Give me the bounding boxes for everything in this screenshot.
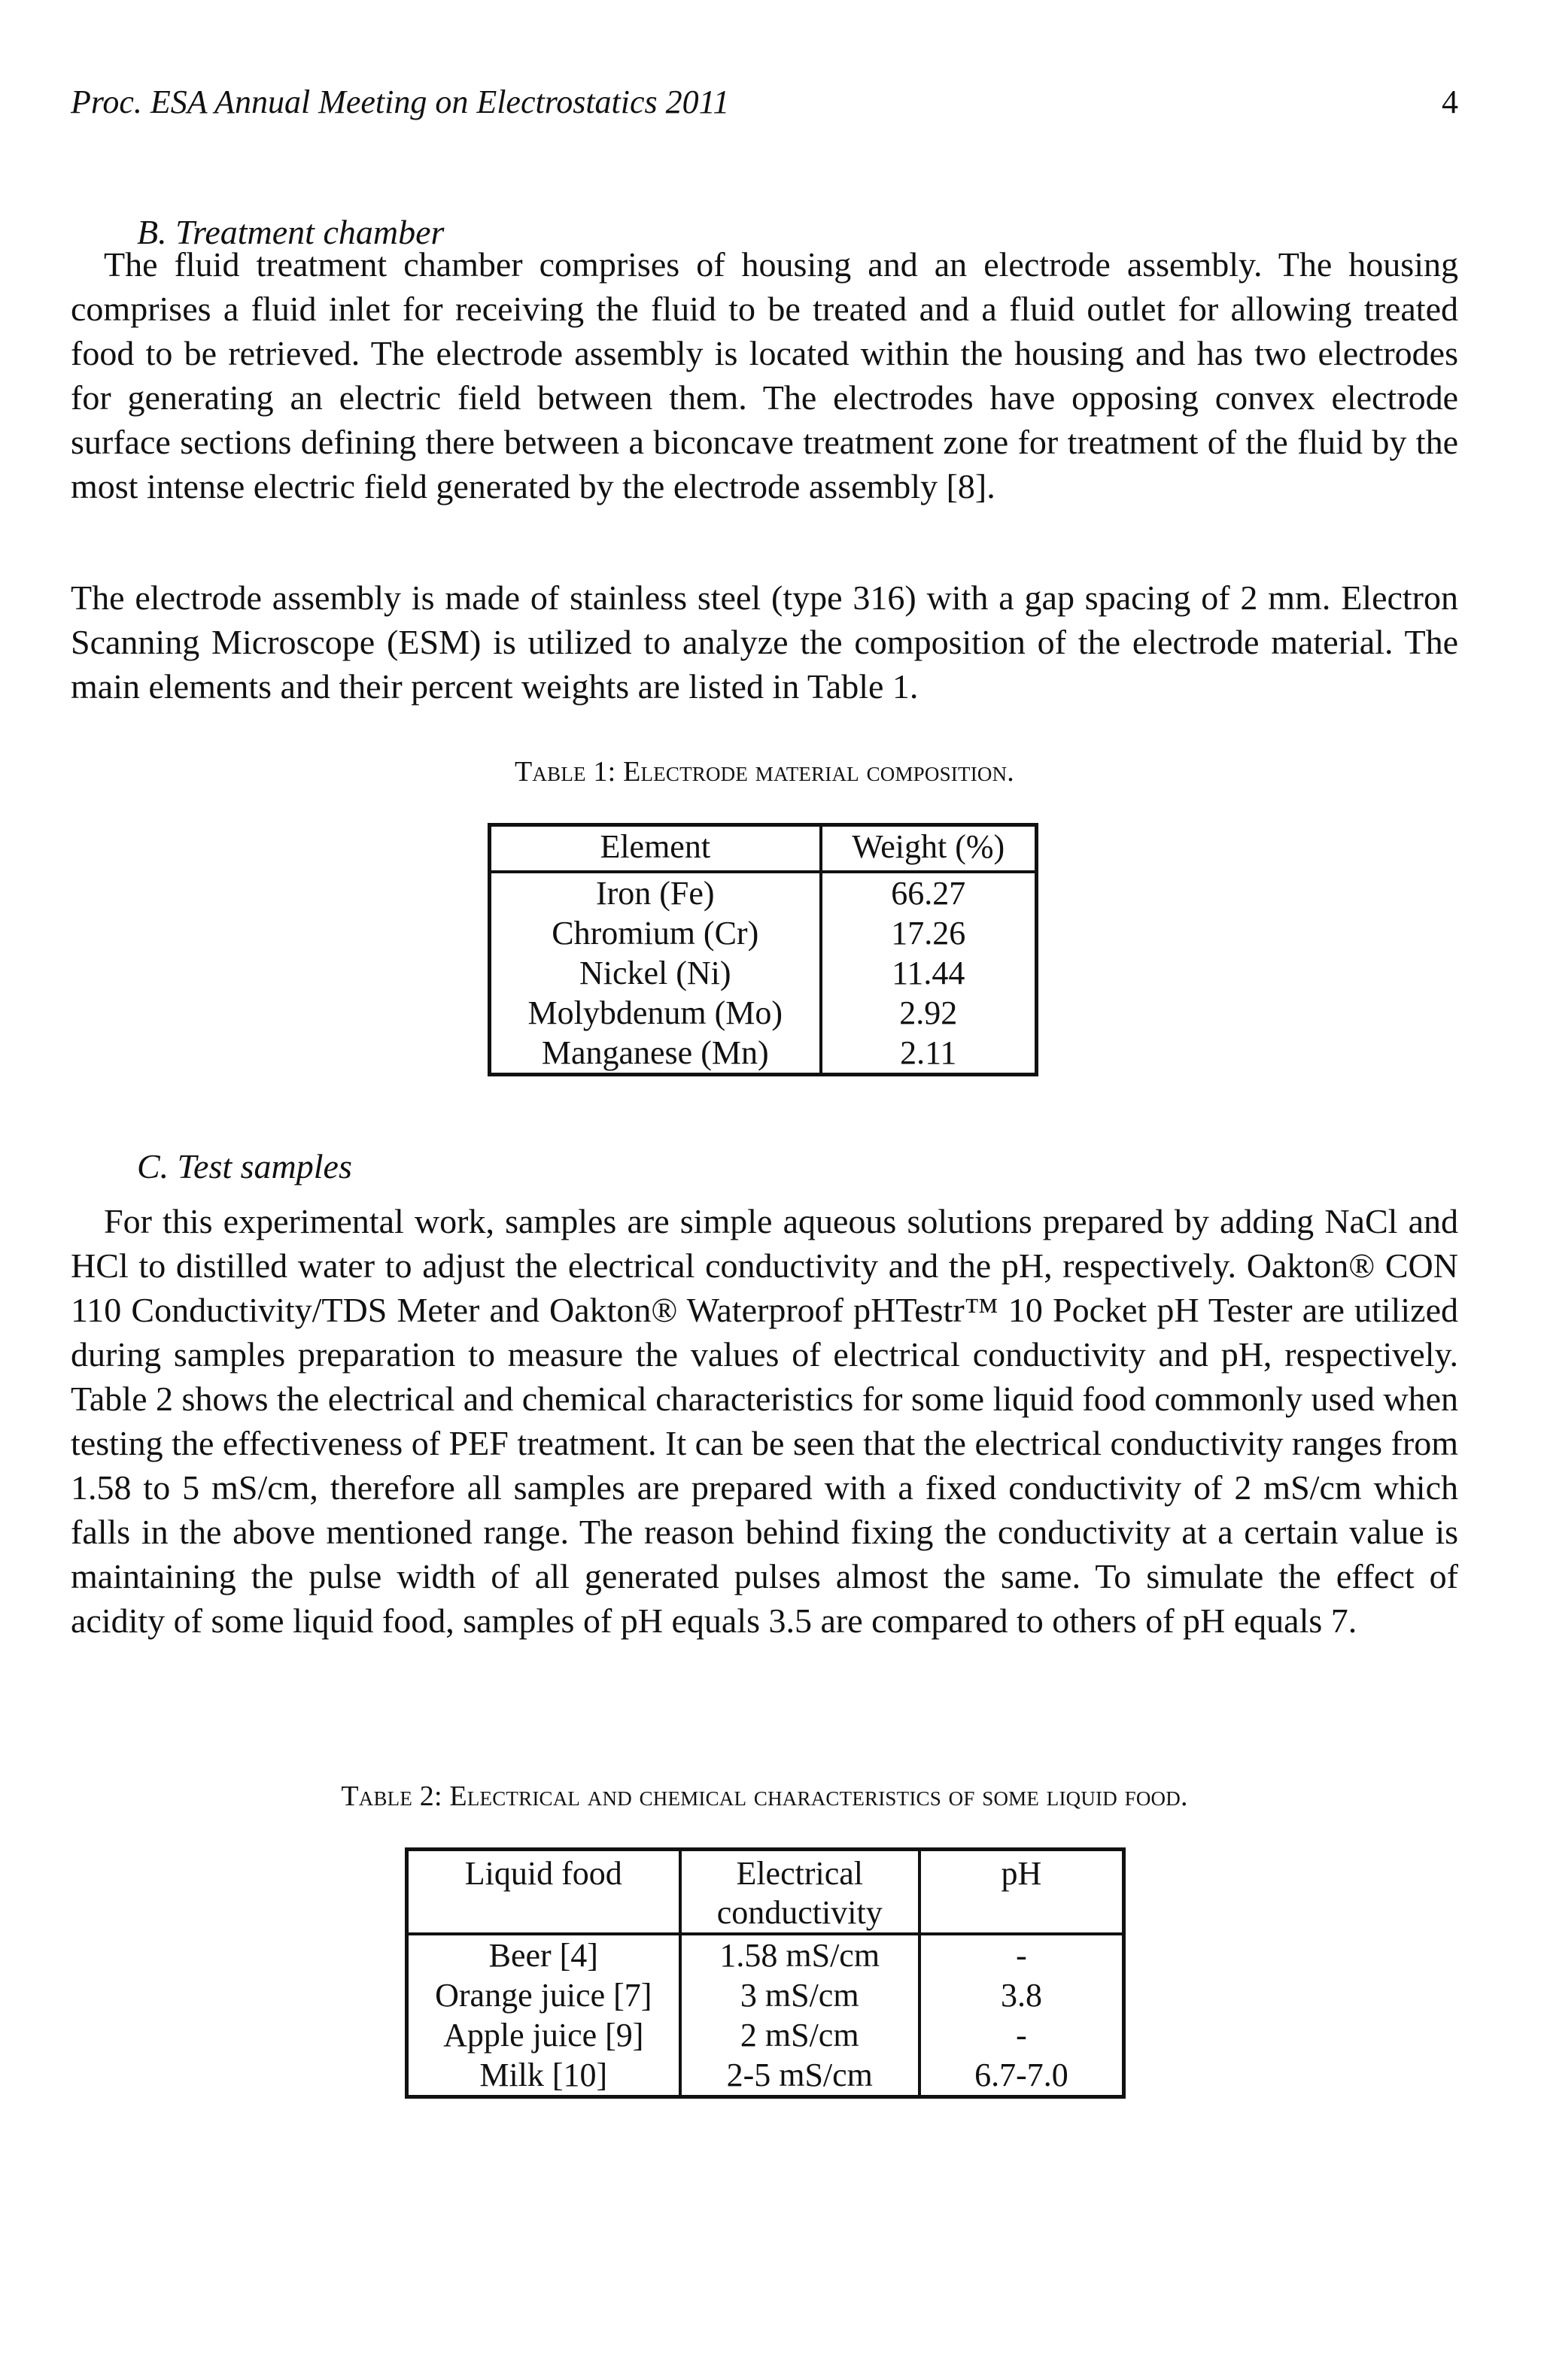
table1-header-element: Element xyxy=(490,825,821,873)
section-heading-treatment-chamber: B. Treatment chamber xyxy=(137,213,445,251)
table1-header-weight: Weight (%) xyxy=(821,825,1037,873)
table1-cell-element: Nickel (Ni) xyxy=(579,955,731,991)
table2-cell-conductivity: 1.58 mS/cm xyxy=(680,1934,919,1975)
table1-cell-element: Manganese (Mn) xyxy=(541,1034,769,1071)
table1-cell-element: Iron (Fe) xyxy=(595,875,715,912)
table-row xyxy=(407,1975,1124,2015)
paragraph-electrode-assembly: The electrode assembly is made of stainless steel (type 316) with a gap spacing of 2 mm. Electron Scanning Microscope (ESM) is utilized to analyze the composition of the electrode material. The main elements and their percent weights are listed in Table 1. xyxy=(71,578,1458,706)
table1-cell-element: Molybdenum (Mo) xyxy=(527,994,783,1031)
table2-cell-food: Milk [10] xyxy=(479,2057,608,2093)
paragraph-test-samples: For this experimental work, samples are simple aqueous solutions prepared by adding NaCl and HCl to distilled water to adjust the electrical conductivity and the pH, respectively. Oakton® CON 110 Conductivity/TDS Meter and Oakton® Waterproof pHTestr™ 10 Pocket pH Tester are utilized during samples preparation to measure the values of electrical conductivity and pH, respectively. Table 2 shows the electrical and chemical characteristics for some liquid food commonly used when testing the effectiveness of PEF treatment. It can be seen that the electrical conductivity ranges from 1.58 to 5 mS/cm, therefore all samples are prepared with a fixed conductivity of 2 mS/cm which falls in the above mentioned range. The reason behind fixing the conductivity at a certain value is maintaining the pulse width of all generated pulses almost the same. To simulate the effect of acidity of some liquid food, samples of pH equals 3.5 are compared to others of pH equals 7. xyxy=(71,1202,1458,1640)
table1-cell-weight: 2.11 xyxy=(821,1033,1037,1075)
table2-cell-conductivity: 2 mS/cm xyxy=(680,2015,919,2055)
table2-cell-food: Beer [4] xyxy=(488,1937,598,1974)
table1-cell-weight: 11.44 xyxy=(821,953,1037,993)
table2-header-conductivity: Electrical conductivity xyxy=(680,1850,919,1935)
table2-cell-conductivity: 3 mS/cm xyxy=(680,1975,919,2015)
table2-cell-food: Orange juice [7] xyxy=(435,1977,652,2014)
table1-cell-weight: 66.27 xyxy=(821,872,1037,913)
table-row xyxy=(490,993,1037,1033)
page-number: 4 xyxy=(1442,83,1458,120)
table2-liquid-food-characteristics xyxy=(405,1847,1126,2099)
table2-header-liquid-food: Liquid food xyxy=(407,1850,680,1935)
table-row xyxy=(407,1934,1124,1975)
table2-caption: Table 2: Electrical and chemical characteristics of some liquid food. xyxy=(341,1780,1188,1812)
table-row xyxy=(407,2015,1124,2055)
table1-cell-element: Chromium (Cr) xyxy=(552,915,759,952)
table1-header-row xyxy=(490,825,1037,873)
table-row xyxy=(490,872,1037,913)
table-row xyxy=(490,1033,1037,1075)
table2-cell-ph: - xyxy=(919,2015,1124,2055)
table-row xyxy=(490,913,1037,953)
table1-cell-weight: 2.92 xyxy=(821,993,1037,1033)
paragraph-treatment-chamber: The fluid treatment chamber comprises of housing and an electrode assembly. The housing comprises a fluid inlet for receiving the fluid to be treated and a fluid outlet for allowing treated food to be retrieved. The electrode assembly is located within the housing and has two electrodes for generating an electric field between them. The electrodes have opposing convex electrode surface sections defining there between a biconcave treatment zone for treatment of the fluid by the most intense electric field generated by the electrode assembly [8]. xyxy=(71,245,1458,505)
table2-cell-conductivity: 2-5 mS/cm xyxy=(680,2055,919,2097)
table2-cell-ph: 6.7-7.0 xyxy=(919,2055,1124,2097)
table2-header-row xyxy=(407,1850,1124,1935)
table-row xyxy=(490,953,1037,993)
table2-header-ph: pH xyxy=(919,1850,1124,1935)
table2-cell-ph: 3.8 xyxy=(919,1975,1124,2015)
table2-cell-ph: - xyxy=(919,1934,1124,1975)
journal-title: Proc. ESA Annual Meeting on Electrostatics 2011 xyxy=(71,83,730,120)
table1-caption: Table 1: Electrode material composition. xyxy=(515,756,1014,788)
table1-electrode-composition xyxy=(488,823,1038,1076)
table2-cell-food: Apple juice [9] xyxy=(443,2017,644,2054)
table-row xyxy=(407,2055,1124,2097)
section-heading-test-samples: C. Test samples xyxy=(137,1147,352,1185)
table1-cell-weight: 17.26 xyxy=(821,913,1037,953)
